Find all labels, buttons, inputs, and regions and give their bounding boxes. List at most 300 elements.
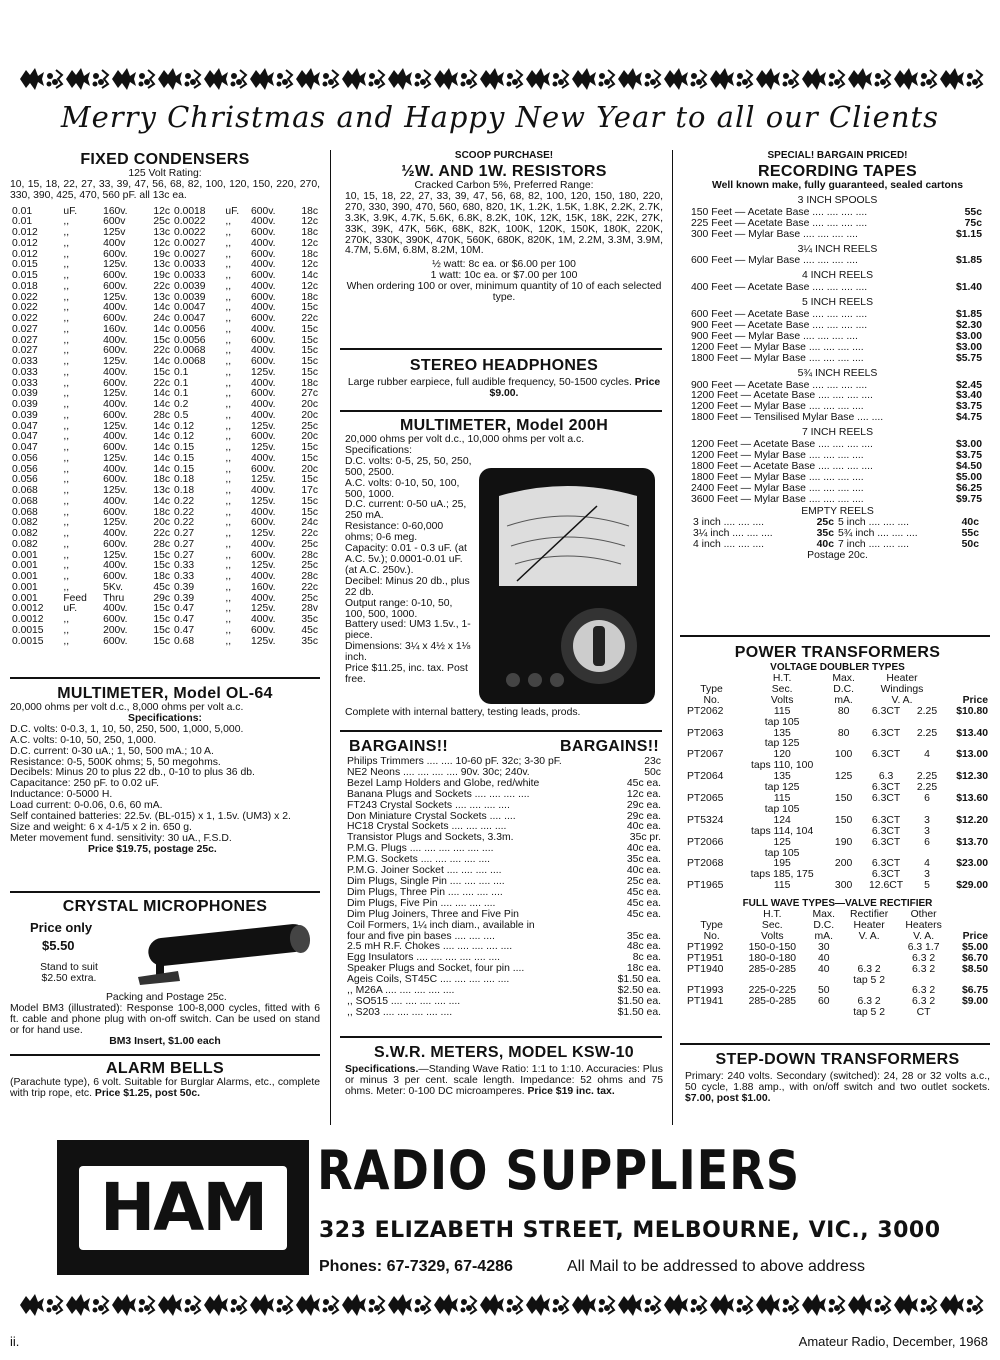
condenser-cell: ,, — [63, 334, 70, 346]
condenser-cell: 400v. — [103, 603, 128, 615]
condenser-cell: 22c — [301, 528, 318, 540]
tape-row — [689, 354, 984, 365]
condenser-cell: 0.27 — [174, 528, 195, 540]
condenser-cell: 400v. — [251, 323, 276, 335]
condenser-cell: 18c — [153, 571, 171, 583]
condenser-cell: 0.1 — [174, 377, 189, 389]
resistors-one-watt: 1 watt: 10c ea. or $7.00 per 100 — [430, 270, 578, 282]
condenser-cell: 14c — [153, 388, 171, 400]
power-cell: 6.3 — [878, 771, 894, 783]
fullwave-cell: PT1940 — [687, 963, 724, 975]
condenser-cell: 600v. — [103, 571, 128, 583]
bargain-row — [345, 1008, 663, 1019]
power-cell — [685, 827, 738, 838]
power-cell — [911, 718, 943, 729]
tapes-groups — [685, 196, 990, 506]
ol64-spec-list — [10, 725, 320, 845]
tape-price: $4.75 — [955, 412, 982, 424]
power-row — [685, 772, 990, 783]
mics-title: CRYSTAL MICROPHONES — [62, 898, 268, 915]
condenser-cell: 600v. — [103, 635, 128, 647]
condenser-cell: ,, — [225, 517, 232, 529]
ol64-intro: 20,000 ohms per volt d.c., 8,000 ohms per volt a.c. — [10, 702, 244, 713]
bargain-item: Dim Plugs, Five Pin .... .... .... .... — [347, 897, 496, 909]
power-cell: tap 125 — [764, 738, 800, 750]
condenser-cell: ,, — [63, 313, 70, 325]
bargain-price: $2.50 ea. — [617, 985, 661, 997]
condenser-cell: 600v. — [251, 291, 276, 303]
condenser-cell: 0.033 — [12, 366, 38, 378]
condenser-cell: 0.039 — [12, 409, 38, 421]
condenser-cell: 13c — [153, 291, 171, 303]
bargain-item: Dim Plugs, Three Pin .... .... .... .... — [347, 886, 503, 898]
ham-banner — [57, 1140, 945, 1275]
condenser-cell: 0.27 — [174, 538, 195, 550]
condenser-cell: 0.0068 — [174, 345, 206, 357]
condenser-cell: 160v. — [103, 205, 128, 217]
mics-stand: Stand to suit $2.50 extra. — [40, 962, 98, 984]
bargains-section — [345, 737, 663, 1019]
condenser-cell: 14c — [153, 302, 171, 314]
power-cell: 6.3CT — [871, 825, 901, 837]
bargain-item: Don Miniature Crystal Sockets .... .... — [347, 810, 516, 822]
condenser-cell: 125v. — [251, 560, 276, 572]
condenser-cell: 125v. — [103, 549, 128, 561]
condenser-cell: ,, — [225, 366, 232, 378]
condenser-cell: 600v. — [103, 506, 128, 518]
company-phones: Phones: 67-7329, 67-4286 — [319, 1258, 513, 1275]
fullwave-head-cell: Max. — [812, 909, 836, 921]
tape-item: 1200 Feet — Acetate Base .... .... .... .... — [691, 390, 873, 402]
fullwave-cell: 6.3 2 — [912, 985, 936, 997]
condenser-cell: 14c — [153, 431, 171, 443]
condenser-cell: 0.0015 — [12, 624, 44, 636]
bargain-price: 35c ea. — [626, 854, 661, 866]
condenser-cell: 0.0056 — [174, 323, 206, 335]
tape-item: 1800 Feet — Mylar Base .... .... .... .... — [691, 352, 864, 364]
condenser-cell: ,, — [63, 270, 70, 282]
divider — [340, 1036, 662, 1038]
condenser-cell: 600v. — [251, 517, 276, 529]
empty-reel-cell: 55c — [961, 528, 979, 540]
condenser-cell: uF. — [63, 603, 78, 615]
condenser-cell: 125v. — [251, 442, 276, 454]
power-cell: PT2062 — [687, 705, 724, 717]
m200h-complete: Complete with internal battery, testing leads, prods. — [345, 707, 581, 718]
condenser-cell: 22c — [153, 280, 171, 292]
swr-price: Price $19 inc. tax. — [527, 1085, 615, 1097]
power-cell: tap 105 — [764, 803, 800, 815]
condenser-cell: 0.056 — [12, 452, 38, 464]
condenser-cell: 125v. — [251, 603, 276, 615]
condenser-cell: 400v. — [103, 302, 128, 314]
condenser-cell: 19c — [153, 248, 171, 260]
ol64-spec: A.C. volts: 0-10, 50, 250, 1,000. — [10, 734, 157, 746]
condenser-cell: 0.0022 — [174, 227, 206, 239]
bargain-item: Dim Plugs, Single Pin .... .... .... .... — [347, 875, 505, 887]
power-cell: PT2063 — [687, 727, 724, 739]
fullwave-cell: 285-0-285 — [748, 963, 796, 975]
fullwave-head-cell — [950, 910, 990, 921]
divider — [680, 1043, 990, 1045]
ol64-section — [10, 684, 320, 856]
condenser-cell: 15c — [153, 603, 171, 615]
bargain-price: 45c ea. — [626, 777, 661, 789]
condenser-cell: ,, — [63, 302, 70, 314]
bargain-row — [345, 910, 663, 921]
power-cell — [685, 718, 738, 729]
resistors-half-watt: ½ watt: 8c ea. or $6.00 per 100 — [432, 259, 576, 271]
condenser-cell: 18c — [301, 248, 318, 260]
microphone-icon — [128, 923, 318, 987]
condenser-cell: 0.0056 — [174, 334, 206, 346]
condenser-cell: ,, — [225, 248, 232, 260]
power-cell: 195 — [773, 858, 791, 870]
condenser-cell: ,, — [63, 227, 70, 239]
condenser-cell: 17c — [301, 485, 318, 497]
mics-price: $5.50 — [42, 938, 75, 953]
empty-reel-cell: 5¾ inch .... .... .... — [837, 528, 918, 540]
tapes-subtitle: Well known make, fully guaranteed, sealed cartons — [712, 180, 963, 191]
tape-price: $5.00 — [955, 471, 982, 483]
power-cell: PT2065 — [687, 792, 724, 804]
power-cell: PT1965 — [687, 880, 724, 892]
bargain-item: Banana Plugs and Sockets .... .... .... .... — [347, 788, 530, 800]
condenser-cell: ,, — [63, 571, 70, 583]
power-title: POWER TRANSFORMERS — [734, 644, 941, 661]
power-cell: taps 185, 175 — [750, 869, 814, 881]
condenser-cell: ,, — [63, 259, 70, 271]
condenser-cell: 0.012 — [12, 237, 38, 249]
condenser-cell: 600v. — [103, 280, 128, 292]
tape-price: $4.50 — [955, 460, 982, 472]
condenser-cell: 15c — [153, 635, 171, 647]
bargain-item: Dim Plug Joiners, Three and Five Pin — [347, 908, 519, 920]
condenser-cell: ,, — [225, 334, 232, 346]
condenser-cell: ,, — [63, 399, 70, 411]
power-cell: PT2064 — [687, 771, 724, 783]
condenser-cell: 125v. — [103, 259, 128, 271]
power-subtitle: VOLTAGE DOUBLER TYPES — [770, 662, 905, 673]
condenser-cell: ,, — [225, 442, 232, 454]
power-cell: 12.6CT — [869, 880, 904, 892]
tape-price: 75c — [964, 217, 982, 229]
divider — [340, 730, 662, 732]
condenser-cell: 0.1 — [174, 388, 189, 400]
m200h-spec: Resistance: 0-60,000 ohms; 0-6 meg. — [345, 521, 444, 544]
fullwave-cell: PT1951 — [687, 952, 724, 964]
condenser-cell: 45c — [153, 581, 171, 593]
condenser-cell: ,, — [225, 431, 232, 443]
ol64-spec: Resistance: 0-5, 500K ohms; 5, 50 megohms. — [10, 756, 221, 768]
bargains-title-left: BARGAINS!! — [349, 738, 448, 755]
bargain-item: P.M.G. Joiner Socket .... .... .... .... — [347, 865, 502, 877]
condenser-cell: 45c — [301, 624, 318, 636]
condenser-cell: 14c — [153, 356, 171, 368]
fullwave-cell: $9.00 — [961, 996, 988, 1008]
tape-price: $1.15 — [955, 228, 982, 240]
ol64-title: MULTIMETER, Model OL-64 — [57, 685, 273, 702]
tape-price: $3.00 — [955, 330, 982, 342]
condenser-cell: ,, — [225, 227, 232, 239]
condenser-cell: ,, — [63, 248, 70, 260]
empty-reel-cell: 4 inch .... .... .... — [693, 539, 765, 551]
power-cell — [826, 827, 861, 838]
condenser-cell: 400v — [103, 237, 126, 249]
condenser-cell: 125v. — [251, 366, 276, 378]
tape-group-heading: 5 INCH REELS — [801, 297, 874, 309]
condenser-cell: 15c — [153, 560, 171, 572]
fullwave-head-cell: V. A. — [858, 930, 880, 942]
mics-insert: BM3 Insert, $1.00 each — [109, 1036, 221, 1047]
power-cell: 150 — [834, 814, 853, 826]
condenser-cell: ,, — [63, 366, 70, 378]
holly-border-icon — [18, 66, 984, 92]
power-cell: 135 — [773, 771, 791, 783]
power-cell: 4 — [924, 858, 930, 870]
stepdown-title: STEP-DOWN TRANSFORMERS — [715, 1051, 960, 1068]
condenser-cell: 12c — [301, 216, 318, 228]
power-table — [685, 674, 990, 892]
power-cell: 2.25 — [916, 705, 938, 717]
fullwave-cell: 6.3 2 — [912, 963, 936, 975]
resistors-note: When ordering 100 or over, minimum quantity of 10 of each selected type. — [346, 281, 662, 304]
condenser-cell: 400v. — [251, 259, 276, 271]
tape-price: $6.25 — [955, 482, 982, 494]
tape-price: $2.45 — [955, 379, 982, 391]
power-row — [685, 707, 990, 718]
tape-item: 1800 Feet — Acetate Base .... .... .... .... — [691, 460, 873, 472]
tape-price: 55c — [964, 206, 982, 218]
fullwave-row — [685, 997, 990, 1008]
bargain-item: Egg Insulators .... .... .... .... .... .... — [347, 952, 501, 964]
empty-reel-cell: 3¼ inch .... .... .... — [693, 528, 773, 540]
condenser-cell: 12c — [301, 237, 318, 249]
bargain-price: 25c ea. — [626, 875, 661, 887]
journal-footer: Amateur Radio, December, 1968 — [798, 1334, 988, 1349]
condenser-cell: 0.47 — [174, 624, 195, 636]
power-head-cell: V. A. — [891, 694, 913, 706]
mics-description: Model BM3 (illustrated): Response 100-8,000 cycles, fitted with 6 ft. cable and phone plug with on-off switch. Can be used on stand or for hand use. — [10, 1003, 320, 1036]
company-address: 323 ELIZABETH STREET, MELBOURNE, VIC., 3000 — [319, 1218, 941, 1243]
power-cell: 3 — [924, 814, 930, 826]
condenser-cell: 24c — [301, 517, 318, 529]
condenser-cell: 600v. — [251, 334, 276, 346]
fullwave-cell — [841, 943, 897, 954]
bargain-price: 48c ea. — [626, 941, 661, 953]
tape-price: $5.75 — [955, 352, 982, 364]
m200h-spec: Specifications: — [345, 444, 412, 456]
fullwave-cell — [806, 1008, 841, 1019]
condenser-cell: 400v. — [103, 495, 128, 507]
bargain-item: ,, SO515 .... .... .... .... .... — [347, 995, 461, 1007]
bargain-price: 45c ea. — [626, 886, 661, 898]
multimeter-icon — [477, 466, 657, 706]
fullwave-cell: $6.75 — [961, 985, 988, 997]
condenser-cell: ,, — [225, 528, 232, 540]
fullwave-head-cell: No. — [703, 930, 720, 942]
power-head-cell: No. — [703, 694, 720, 706]
tape-item: 1200 Feet — Mylar Base .... .... .... .... — [691, 401, 864, 413]
condenser-cell: 25c — [301, 560, 318, 572]
condenser-cell: 18c — [153, 506, 171, 518]
power-cell — [861, 718, 911, 729]
condenser-cell: 15c — [301, 474, 318, 486]
power-head-cell: mA. — [834, 694, 853, 706]
condenser-cell: 0.022 — [12, 302, 38, 314]
condenser-cell: 18c — [301, 227, 318, 239]
condenser-cell: 600v. — [103, 409, 128, 421]
condenser-cell: 400v. — [251, 345, 276, 357]
m200h-section — [345, 416, 663, 726]
condenser-cell: 14c — [153, 420, 171, 432]
power-row — [685, 794, 990, 805]
condenser-cell: ,, — [63, 442, 70, 454]
condenser-cell: ,, — [225, 216, 232, 228]
condenser-cell: 35c — [301, 614, 318, 626]
condenser-cell: 400v. — [251, 399, 276, 411]
condenser-cell: 0.033 — [12, 356, 38, 368]
condenser-cell: 0.01 — [12, 205, 33, 217]
condenser-cell: 15c — [153, 624, 171, 636]
resistors-subtitle: Cracked Carbon 5%, Preferred Range: — [414, 180, 594, 191]
condenser-cell: 400v. — [251, 409, 276, 421]
tape-item: 1200 Feet — Mylar Base .... .... .... .... — [691, 449, 864, 461]
page-number: ii. — [10, 1334, 20, 1349]
condenser-cell: ,, — [225, 614, 232, 626]
condensers-subtitle: 125 Volt Rating: — [128, 168, 202, 179]
condenser-cell: 14c — [153, 442, 171, 454]
condenser-cell: 15c — [153, 334, 171, 346]
condenser-cell: 22c — [301, 581, 318, 593]
tape-group-table — [689, 310, 984, 365]
power-cell: 2.25 — [916, 771, 938, 783]
power-head-cell: Max. — [832, 673, 855, 684]
condenser-cell: 125v. — [103, 291, 128, 303]
ol64-spec-heading: Specifications: — [128, 712, 202, 724]
tape-group-heading: 3¼ INCH REELS — [797, 243, 878, 255]
bargain-price: 40c ea. — [626, 865, 661, 877]
condenser-cell: 0.0047 — [174, 313, 206, 325]
condenser-cell: 0.0015 — [12, 635, 44, 647]
bargain-item: NE2 Neons .... .... .... .... 90v. 30c; 240v. — [347, 766, 530, 778]
tapes-section — [685, 150, 990, 562]
alarm-description: (Parachute type), 6 volt. Suitable for Burglar Alarms, etc., complete with trip rope, etc. — [10, 1077, 320, 1099]
power-row — [685, 881, 990, 892]
stepdown-price: $7.00, post $1.00. — [685, 1092, 771, 1104]
condenser-cell: 600v. — [103, 345, 128, 357]
fullwave-head-cell: Rectifier — [850, 909, 889, 921]
greeting: Merry Christmas and Happy New Year to all our Clients — [60, 100, 940, 134]
swr-section — [345, 1043, 663, 1098]
condenser-cell: 15c — [301, 302, 318, 314]
tape-row — [689, 230, 984, 241]
condenser-cell: 20c — [301, 399, 318, 411]
power-cell — [943, 827, 990, 838]
condenser-cell: uF. — [63, 205, 78, 217]
condenser-cell: 0.022 — [12, 313, 38, 325]
tape-price: $1.85 — [955, 309, 982, 321]
fullwave-cell: 6.3 2 — [857, 996, 881, 1008]
condenser-cell: 400v. — [251, 377, 276, 389]
power-cell: $23.00 — [956, 858, 988, 870]
condenser-cell: 0.33 — [174, 560, 195, 572]
condenser-cell: ,, — [63, 560, 70, 572]
tape-item: 1800 Feet — Mylar Base .... .... .... .... — [691, 471, 864, 483]
headphones-price: Price $9.00. — [489, 377, 661, 399]
condenser-cell: 20c — [301, 431, 318, 443]
tape-row — [689, 283, 984, 294]
condenser-cell: ,, — [225, 237, 232, 249]
bargain-price: $1.50 ea. — [617, 995, 661, 1007]
condenser-cell: ,, — [63, 280, 70, 292]
condenser-cell: ,, — [63, 485, 70, 497]
condenser-cell: 0.47 — [174, 603, 195, 615]
condenser-cell: 125v. — [251, 420, 276, 432]
condenser-cell: 12c — [301, 280, 318, 292]
power-cell: 115 — [773, 880, 791, 892]
condenser-cell: 0.5 — [174, 409, 189, 421]
condenser-cell: ,, — [63, 624, 70, 636]
condenser-cell: 0.012 — [12, 248, 38, 260]
condenser-cell: 600v. — [251, 463, 276, 475]
condenser-cell: ,, — [63, 291, 70, 303]
condenser-cell: ,, — [225, 571, 232, 583]
condenser-cell: 0.47 — [174, 614, 195, 626]
condenser-cell: 0.22 — [174, 517, 195, 529]
bargain-price: 29c ea. — [626, 810, 661, 822]
condenser-cell: ,, — [225, 259, 232, 271]
power-cell: 6.3CT — [871, 749, 901, 761]
condenser-cell: 28c — [301, 571, 318, 583]
condenser-cell: ,, — [63, 377, 70, 389]
m200h-spec: Capacity: 0.01 - 0.3 uF. (at A.C. 5v.); 0.0001-0.01 uF. (at A.C. 250v.). — [345, 543, 467, 576]
power-cell: 2.25 — [916, 727, 938, 739]
bargain-row — [345, 921, 663, 932]
condenser-cell: 400v. — [251, 216, 276, 228]
condenser-cell: 0.047 — [12, 442, 38, 454]
tape-item: 900 Feet — Mylar Base .... .... .... .... — [691, 330, 858, 342]
condenser-cell: 0.012 — [12, 227, 38, 239]
m200h-spec: Battery used: UM3 1.5v., 1-piece. — [345, 619, 471, 642]
tape-group-heading: 5¾ INCH REELS — [797, 367, 878, 379]
stepdown-description: Primary: 240 volts. Secondary (switched): 24, 28 or 32 volts a.c., 50 cycle, 1.88 amp., with on/off switch and two outlet sockets. — [685, 1071, 990, 1093]
condenser-cell: 0.001 — [12, 571, 38, 583]
condenser-cell: 15c — [301, 366, 318, 378]
condenser-cell: 18c — [153, 474, 171, 486]
divider — [340, 410, 662, 412]
ol64-spec: D.C. volts: 0-0.3, 1, 10, 50, 250, 500, 1,000, 5,000. — [10, 723, 244, 735]
fullwave-cell: 6.3 2 — [912, 996, 936, 1008]
bargain-price: 45c ea. — [626, 897, 661, 909]
condenser-cell: ,, — [63, 237, 70, 249]
condenser-cell: ,, — [225, 538, 232, 550]
condenser-cell: 35c — [301, 635, 318, 647]
m200h-spec: Dimensions: 3¼ x 4½ x 1⅛ inch. — [345, 641, 471, 664]
fullwave-row — [685, 1008, 990, 1019]
condenser-cell: 15c — [301, 356, 318, 368]
bargain-row — [345, 801, 663, 812]
alarm-title: ALARM BELLS — [106, 1060, 224, 1077]
condenser-cell: 0.039 — [12, 399, 38, 411]
fullwave-head-cell: V. A. — [913, 930, 935, 942]
bargain-price: $1.50 ea. — [617, 1006, 661, 1018]
tape-item: 300 Feet — Mylar Base .... .... .... .... — [691, 228, 858, 240]
fullwave-cell: $6.70 — [961, 952, 988, 964]
tape-price: $3.40 — [955, 390, 982, 402]
power-cell: 6.3CT — [871, 869, 901, 881]
power-cell: $13.70 — [956, 836, 988, 848]
